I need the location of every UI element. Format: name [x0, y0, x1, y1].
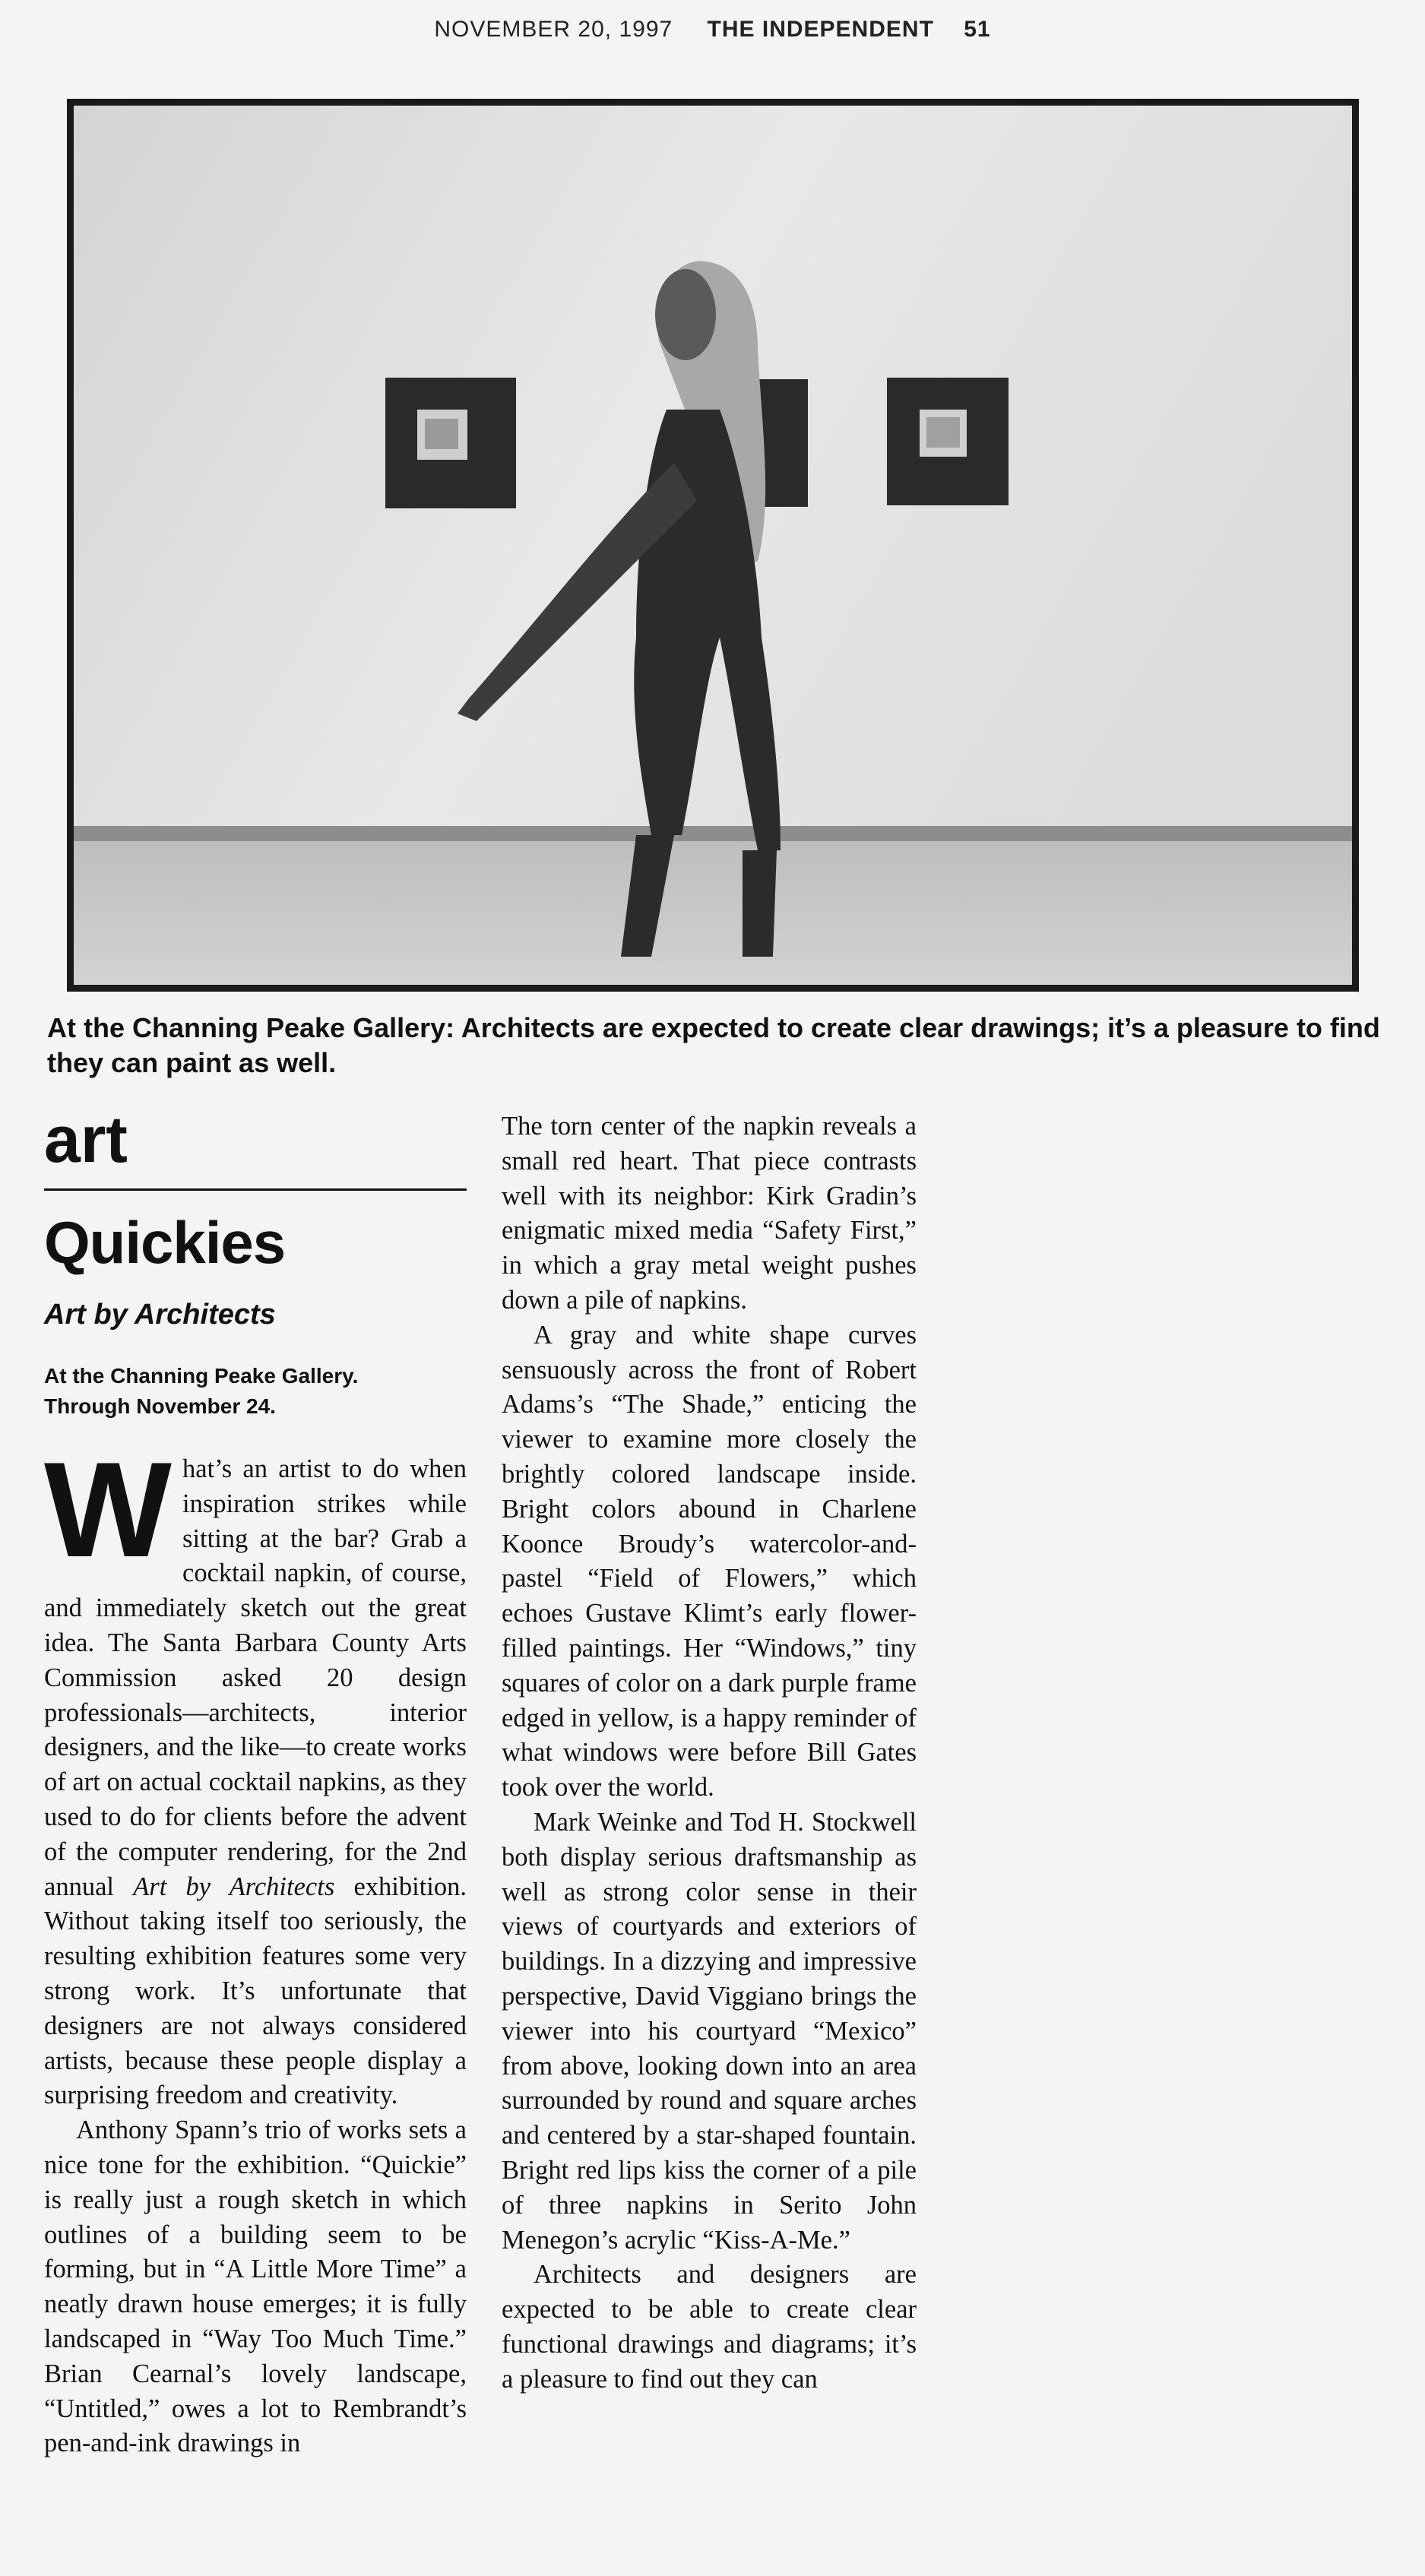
- gallery-photo-image: [74, 106, 1352, 985]
- page-number: 51: [964, 17, 991, 42]
- article-body-col2: [502, 1109, 917, 2397]
- gallery-photo: [67, 99, 1359, 992]
- exhibition-title-italic: Art by Architects: [133, 1872, 335, 1901]
- exhibition-dates: Through November 24.: [44, 1394, 276, 1418]
- paragraph: Anthony Spann’s trio of works sets a nice tone for the exhibition. “Quickie” is really just a rough sketch in which outlines of a building seem to be forming, but in “A Little More Time” a neatly drawn house emerges; it is fully landscaped in “Way Too Much Time.” Brian Cearnal’s lovely landscape, “Untitled,” owes a lot to Rembrandt’s pen-and-ink drawings in: [44, 2116, 467, 2458]
- issue-date: NOVEMBER 20, 1997: [434, 17, 673, 42]
- headline: Quickies: [44, 1209, 286, 1276]
- subhead: Art by Architects: [44, 1299, 276, 1331]
- framed-artwork-right: [887, 378, 1009, 505]
- exhibition-venue: At the Channing Peake Gallery.: [44, 1364, 359, 1388]
- article-body-col1: [44, 1434, 467, 2461]
- paragraph: The torn center of the napkin reveals a small red heart. That piece contrasts well with its neighbor: Kirk Gradin’s enigmatic mixed media “Safety First,” in which a gray metal weight pushes down a pile of napkins.: [502, 1112, 917, 1315]
- paragraph-text: hat’s an artist to do when inspiration strikes while sitting at the bar? Grab a cocktail napkin, of course, and immediately sketch out the great idea. The Santa Barbara County Arts Commission asked 20 design professionals—architects, interior designers, and the like—to create works of art on actual cocktail napkins, as they used to do for clients before the advent of the computer rendering, for the 2nd annual: [44, 1454, 467, 1901]
- photo-caption: At the Channing Peake Gallery: Architects are expected to create clear drawings; it’s a pleasure to find they can paint as well.: [47, 1012, 1380, 1078]
- masthead: [0, 17, 1425, 43]
- paragraph: A gray and white shape curves sensuously across the front of Robert Adams’s “The Shade,” enticing the viewer to examine more closely the brightly colored landscape inside. Bright colors abound in Charlene Koonce Broudy’s watercolor-and-pastel “Field of Flowers,” which echoes Gustave Klimt’s early flower-filled paintings. Her “Windows,” tiny squares of color on a dark purple frame edged in yellow, is a happy reminder of what windows were before Bill Gates took over the world.: [502, 1320, 917, 1802]
- newspaper-name: THE INDEPENDENT: [707, 17, 934, 42]
- paragraph: Mark Weinke and Tod H. Stockwell both display serious draftsmanship as well as strong color sense in their views of courtyards and exteriors of buildings. In a dizzying and impressive perspective, David Viggiano brings the viewer into his courtyard “Mexico” from above, looking down into an area surrounded by round and square arches and centered by a star-shaped fountain. Bright red lips kiss the corner of a pile of three napkins in Serito John Menegon’s acrylic “Kiss-A-Me.”: [502, 1807, 917, 2255]
- paragraph: [44, 1434, 467, 2113]
- drop-cap: W: [44, 1434, 173, 1585]
- exhibition-info: [44, 1361, 467, 1422]
- section-divider: [44, 1188, 467, 1191]
- paragraph-text: exhibition. Without taking itself too seriously, the resulting exhibition features some very strong work. It’s unfortunate that designers are not always considered artists, because these people display a surprising freedom and creativity.: [44, 1872, 467, 2110]
- article-column-1: [44, 1102, 467, 2461]
- section-label: art: [44, 1103, 128, 1176]
- article-column-2: [502, 1109, 917, 2397]
- paragraph: Architects and designers are expected to be able to create clear functional drawings and diagrams; it’s a pleasure to find out they can: [502, 2260, 917, 2394]
- framed-artwork-left: [385, 378, 516, 508]
